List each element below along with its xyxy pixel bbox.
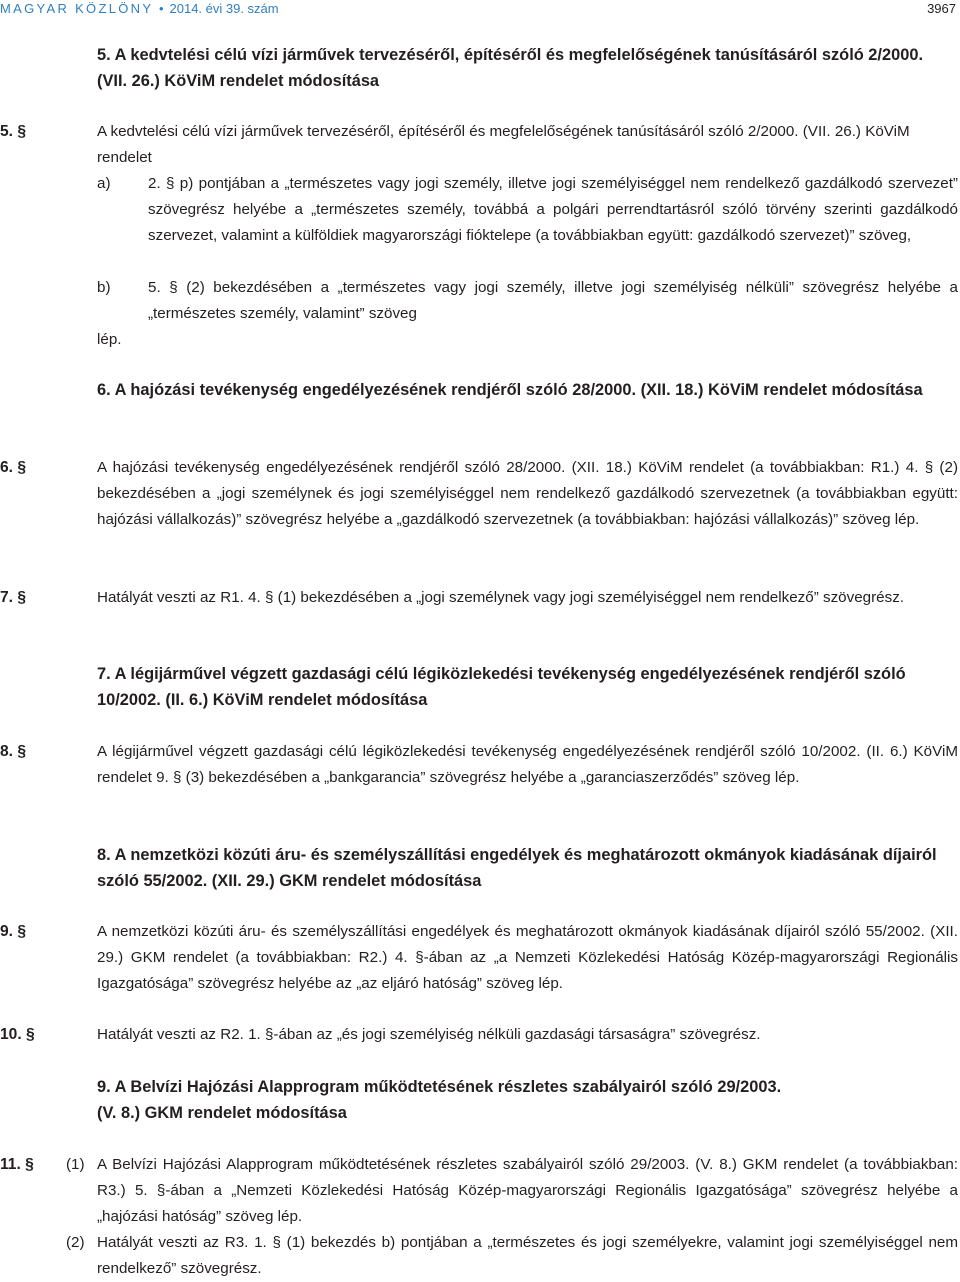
section-heading-8: 8. A nemzetközi közúti áru- és személyszállítási engedélyek és meghatározott okmányok kiadásának díjairól szóló 55/2002. (XII. 29.) GKM rendelet módosítása: [97, 846, 937, 890]
point-text-a: 2. § p) pontjában a „természetes vagy jogi személy, illetve jogi személyiséggel nem rendelkező gazdálkodó szervezet” szövegrész helyébe a „természetes személy, továbbá a polgári perrendtartásról szóló törvény szerinti gazdálkodó szervezet, valamint a külföldiek magyarországi fióktelepe (a továbbiakban együtt: gazdálkodó szervezet)” szöveg,: [148, 175, 958, 244]
subsection-text-1: A Belvízi Hajózási Alapprogram működtetésének részletes szabályairól szóló 29/2003. (V. 8.) GKM rendelet (a továbbiakban: R3.) 5. §-ában a „Nemzeti Közlekedési Hatóság Közép-magyarországi Regionális Igazgatósága” szövegrész helyébe a „hajózási hatóság” szöveg lép.: [97, 1156, 958, 1225]
paragraph-9-text: A nemzetközi közúti áru- és személyszállítási engedélyek és meghatározott okmányok kiadásának díjairól szóló 55/2002. (XII. 29.) GKM rendelet (a továbbiakban: R2.) 4. §-ában az „a Nemzeti Közlekedési Hatóság Közép-magyarországi Regionális Igazgatósága” szövegrész helyébe az „az eljáró hatóság” szöveg lép.: [97, 923, 958, 992]
paragraph-8-text: A légijárművel végzett gazdasági célú légiközlekedési tevékenység engedélyezésének rendjéről szóló 10/2002. (II. 6.) KöViM rendelet 9. § (3) bekezdésében a „bankgarancia” szövegrész helyébe a „garanciaszerződés” szöveg lép.: [97, 743, 958, 786]
header-publication: [0, 0, 279, 18]
header-bullet: •: [159, 1, 164, 16]
paragraph-6-text: A hajózási tevékenység engedélyezésének rendjéről szóló 28/2000. (XII. 18.) KöViM rendelet (a továbbiakban: R1.) 4. § (2) bekezdésében a „jogi személynek és jogi személyiséggel nem rendelkező gazdálkodó szervezetnek (a továbbiakban együtt: hajózási vállalkozás)” szövegrész helyébe a „gazdálkodó szervezetnek (a továbbiakban: hajózási vállalkozás)” szöveg lép.: [97, 459, 958, 528]
paragraph-number-9: 9. §: [0, 923, 27, 940]
paragraph-number-11: 11. §: [0, 1156, 34, 1173]
publication-title: MAGYAR KÖZLÖNY: [0, 1, 154, 16]
point-label-b: b): [97, 279, 111, 296]
paragraph-number-5: 5. §: [0, 123, 27, 140]
paragraph-number-8: 8. §: [0, 743, 27, 760]
section-heading-5: 5. A kedvtelési célú vízi járművek tervezéséről, építéséről és megfelelőségének tanúsításáról szóló 2/2000. (VII. 26.) KöViM rendelet módosítása: [97, 46, 923, 90]
paragraph-5-closing: lép.: [97, 331, 122, 348]
paragraph-5-intro: A kedvtelési célú vízi járművek tervezéséről, építéséről és megfelelőségének tanúsításáról szóló 2/2000. (VII. 26.) KöViM rendelet: [97, 123, 910, 166]
paragraph-number-7: 7. §: [0, 589, 27, 606]
section-heading-7: 7. A légijárművel végzett gazdasági célú légiközlekedési tevékenység engedélyezésének rendjéről szóló 10/2002. (II. 6.) KöViM rendelet módosítása: [97, 665, 906, 709]
section-heading-9: 9. A Belvízi Hajózási Alapprogram működtetésének részletes szabályairól szóló 29/2003. (V. 8.) GKM rendelet módosítása: [97, 1078, 782, 1122]
subsection-label-1: (1): [66, 1156, 85, 1173]
paragraph-7-text: Hatályát veszti az R1. 4. § (1) bekezdésében a „jogi személynek vagy jogi személyiséggel nem rendelkező” szövegrész.: [97, 589, 905, 606]
point-label-a: a): [97, 175, 111, 192]
subsection-label-2: (2): [66, 1234, 85, 1251]
section-heading-6: 6. A hajózási tevékenység engedélyezésének rendjéről szóló 28/2000. (XII. 18.) KöViM rendelet módosítása: [97, 381, 923, 399]
point-text-b: 5. § (2) bekezdésében a „természetes vagy jogi személy, illetve jogi személyiség nélküli” szövegrész helyébe a „természetes személy, valamint” szöveg: [148, 279, 958, 322]
paragraph-number-10: 10. §: [0, 1026, 35, 1043]
page-number: 3967: [927, 1, 956, 16]
subsection-text-2: Hatályát veszti az R3. 1. § (1) bekezdés b) pontjában a „természetes és jogi személyekre, valamint jogi személyiséggel nem rendelkező” szövegrész.: [97, 1234, 958, 1277]
paragraph-10-text: Hatályát veszti az R2. 1. §-ában az „és jogi személyiség nélküli gazdasági társaságra” szövegrész.: [97, 1026, 761, 1043]
paragraph-number-6: 6. §: [0, 459, 27, 476]
issue-label: 2014. évi 39. szám: [169, 1, 279, 16]
page-header: [0, 0, 958, 20]
